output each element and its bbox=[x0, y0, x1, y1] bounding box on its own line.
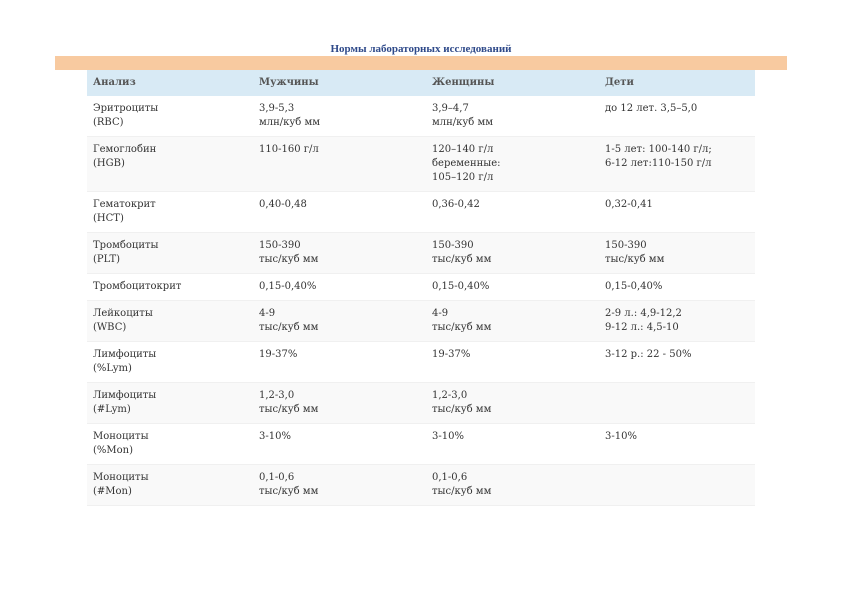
women-cell: 150-390 тыс/куб мм bbox=[426, 233, 599, 274]
column-header-men: Мужчины bbox=[253, 70, 426, 96]
children-cell: 1-5 лет: 100-140 г/л; 6-12 лет:110-150 г/л bbox=[599, 137, 755, 192]
analysis-cell: Моноциты (%Mon) bbox=[87, 424, 253, 465]
men-cell: 1,2-3,0 тыс/куб мм bbox=[253, 383, 426, 424]
men-cell: 3-10% bbox=[253, 424, 426, 465]
table-row bbox=[87, 274, 755, 301]
header-band bbox=[55, 56, 787, 70]
analysis-cell: Лимфоциты (#Lym) bbox=[87, 383, 253, 424]
women-cell: 19-37% bbox=[426, 342, 599, 383]
children-cell: 150-390 тыс/куб мм bbox=[599, 233, 755, 274]
analysis-cell: Тромбоцитокрит bbox=[87, 274, 253, 301]
men-cell: 110-160 г/л bbox=[253, 137, 426, 192]
table-row bbox=[87, 301, 755, 342]
table-row bbox=[87, 192, 755, 233]
women-cell: 0,15-0,40% bbox=[426, 274, 599, 301]
table-row bbox=[87, 342, 755, 383]
women-cell: 0,1-0,6 тыс/куб мм bbox=[426, 465, 599, 506]
men-cell: 0,1-0,6 тыс/куб мм bbox=[253, 465, 426, 506]
analysis-cell: Гематокрит (HCT) bbox=[87, 192, 253, 233]
column-header-women: Женщины bbox=[426, 70, 599, 96]
women-cell: 0,36-0,42 bbox=[426, 192, 599, 233]
women-cell: 3-10% bbox=[426, 424, 599, 465]
analysis-cell: Моноциты (#Mon) bbox=[87, 465, 253, 506]
column-header-analysis: Анализ bbox=[87, 70, 253, 96]
lab-norms-table bbox=[87, 70, 755, 506]
table-row bbox=[87, 465, 755, 506]
analysis-cell: Гемоглобин (HGB) bbox=[87, 137, 253, 192]
children-cell: до 12 лет. 3,5–5,0 bbox=[599, 96, 755, 137]
children-cell bbox=[599, 383, 755, 424]
analysis-cell: Лейкоциты (WBC) bbox=[87, 301, 253, 342]
children-cell: 0,32-0,41 bbox=[599, 192, 755, 233]
analysis-cell: Эритроциты (RBC) bbox=[87, 96, 253, 137]
analysis-cell: Тромбоциты (PLT) bbox=[87, 233, 253, 274]
men-cell: 3,9-5,3 млн/куб мм bbox=[253, 96, 426, 137]
column-header-children: Дети bbox=[599, 70, 755, 96]
table-row bbox=[87, 96, 755, 137]
analysis-cell: Лимфоциты (%Lym) bbox=[87, 342, 253, 383]
table-row bbox=[87, 137, 755, 192]
page-title: Нормы лабораторных исследований bbox=[330, 43, 512, 55]
children-cell: 3-12 р.: 22 - 50% bbox=[599, 342, 755, 383]
table-row bbox=[87, 383, 755, 424]
men-cell: 0,15-0,40% bbox=[253, 274, 426, 301]
table-row bbox=[87, 233, 755, 274]
men-cell: 4-9 тыс/куб мм bbox=[253, 301, 426, 342]
men-cell: 150-390 тыс/куб мм bbox=[253, 233, 426, 274]
children-cell: 0,15-0,40% bbox=[599, 274, 755, 301]
children-cell bbox=[599, 465, 755, 506]
men-cell: 19-37% bbox=[253, 342, 426, 383]
table-row bbox=[87, 424, 755, 465]
children-cell: 3-10% bbox=[599, 424, 755, 465]
women-cell: 4-9 тыс/куб мм bbox=[426, 301, 599, 342]
women-cell: 120–140 г/л беременные: 105–120 г/л bbox=[426, 137, 599, 192]
women-cell: 1,2-3,0 тыс/куб мм bbox=[426, 383, 599, 424]
men-cell: 0,40-0,48 bbox=[253, 192, 426, 233]
table-header-row bbox=[87, 70, 755, 96]
children-cell: 2-9 л.: 4,9-12,2 9-12 л.: 4,5-10 bbox=[599, 301, 755, 342]
women-cell: 3,9–4,7 млн/куб мм bbox=[426, 96, 599, 137]
